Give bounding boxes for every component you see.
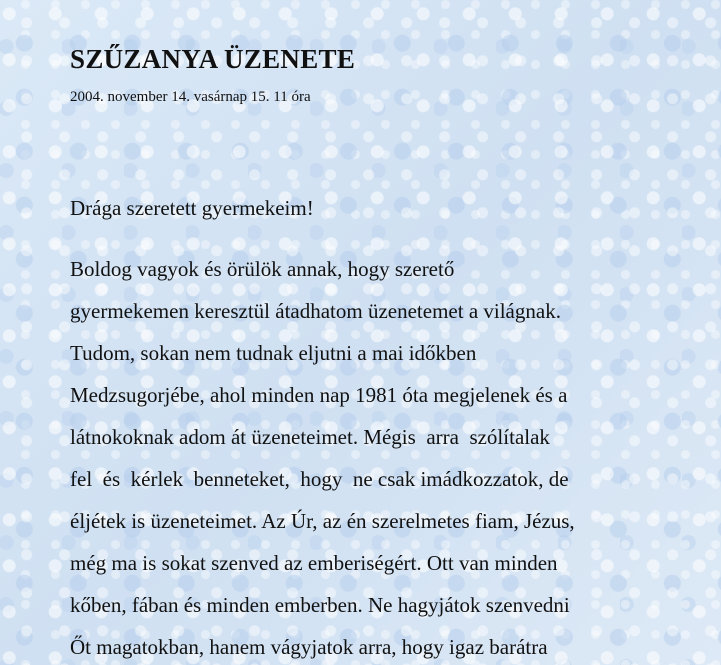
message-line: Tudom, sokan nem tudnak eljutni a mai időkben: [70, 341, 477, 365]
message-line: látnokoknak adom át üzeneteimet. Mégis arra szólítalak: [70, 425, 550, 449]
page-title: SZŰZANYA ÜZENETE: [70, 44, 356, 74]
message-line: éljétek is üzeneteimet. Az Úr, az én szerelmetes fiam, Jézus,: [70, 509, 575, 533]
message-line: gyermekemen keresztül átadhatom üzenetemet a világnak.: [70, 299, 561, 323]
message-line: Boldog vagyok és örülök annak, hogy szerető: [70, 257, 455, 281]
dateline: 2004. november 14. vasárnap 15. 11 óra: [70, 89, 311, 105]
message-line: kőben, fában és minden emberben. Ne hagyjátok szenvedni: [70, 593, 570, 617]
message-body: [70, 248, 575, 665]
message-line: Őt magatokban, hanem vágyjatok arra, hogy igaz barátra: [70, 635, 548, 659]
greeting: Drága szeretett gyermekeim!: [70, 196, 314, 220]
message-line: fel és kérlek benneteket, hogy ne csak imádkozzatok, de: [70, 467, 569, 491]
message-line: Medzsugorjébe, ahol minden nap 1981 óta megjelenek és a: [70, 383, 568, 407]
message-line: még ma is sokat szenved az emberiségért. Ott van minden: [70, 551, 558, 575]
